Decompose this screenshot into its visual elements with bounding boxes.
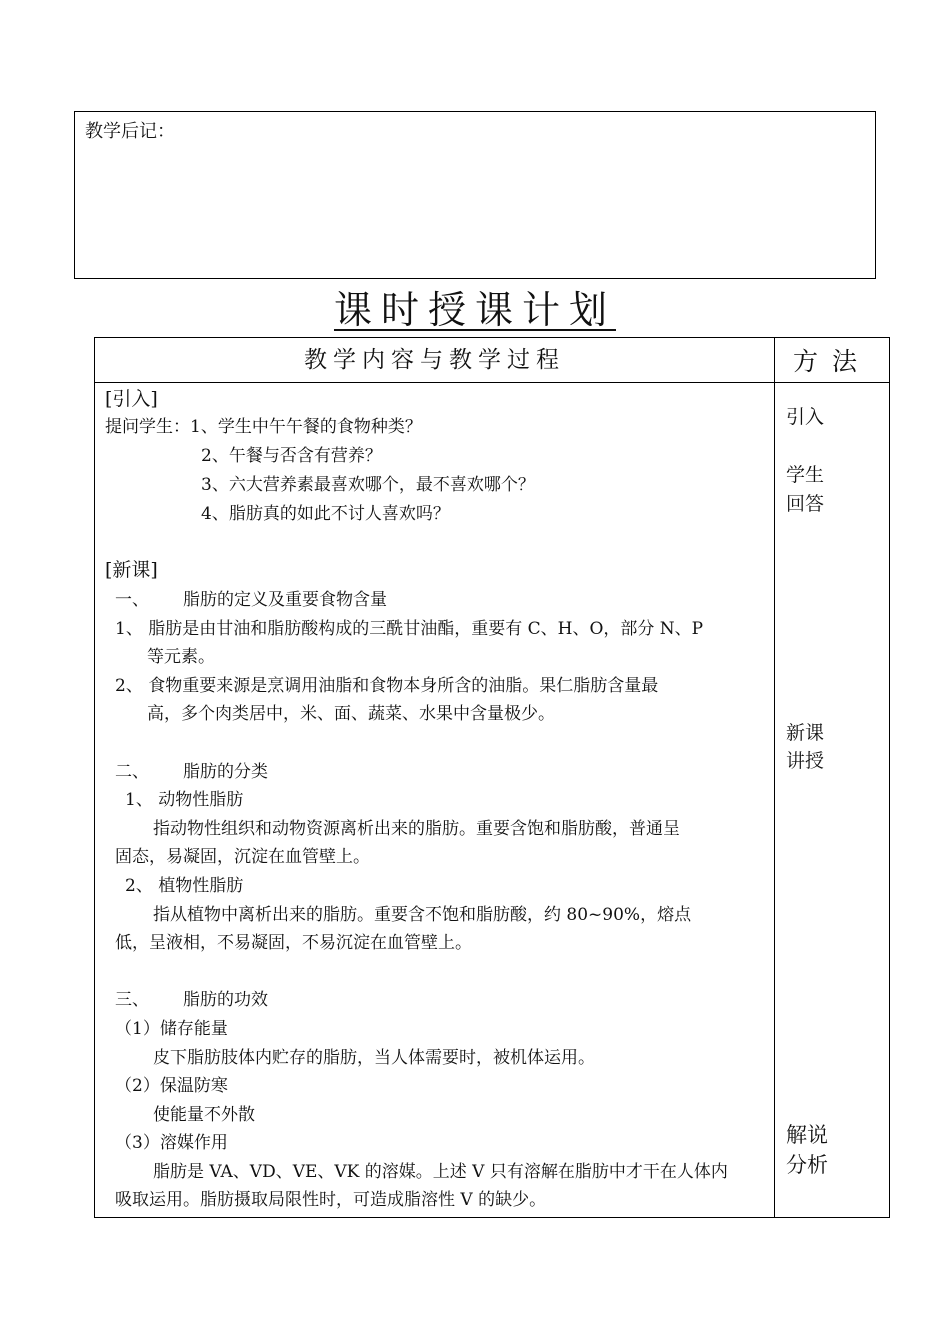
section-3-number: 三、 [115,990,149,1010]
header-content-process: 教学内容与教学过程 [95,338,775,383]
content-line: 皮下脂肪肢体内贮存的脂肪，当人体需要时，被机体运用。 [153,1048,595,1068]
content-line: 脂肪是 VA、VD、VE、VK 的溶媒。上述 V 只有溶解在脂肪中才干在人体内 [153,1162,728,1182]
content-line: 吸取运用。脂肪摄取局限性时，可造成脂溶性 V 的缺少。 [115,1190,547,1210]
question-line-3: 3、六大营养素最喜欢哪个，最不喜欢哪个？ [201,475,535,495]
table-body-row [95,383,890,1218]
content-line: 1、 脂肪是由甘油和脂肪酸构成的三酰甘油酯，重要有 C、H、O，部分 N、P [115,619,704,639]
page-title-text: 课时授课计划 [333,288,616,332]
content-line: 指动物性组织和动物资源离析出来的脂肪。重要含饱和脂肪酸，普通呈 [153,819,680,839]
table-header-row [95,338,890,383]
teaching-notes-label: 教学后记： [85,121,175,142]
content-line: 使能量不外散 [153,1105,255,1125]
section-2-title: 脂肪的分类 [183,762,268,782]
section-new-lesson-heading: [新课] [105,559,158,581]
subsection-title: 1、 动物性脂肪 [125,790,244,810]
section-3-title: 脂肪的功效 [183,990,268,1010]
method-item: 回答 [786,493,825,515]
content-line: 2、 食物重要来源是烹调用油脂和食物本身所含的油脂。果仁脂肪含量最 [115,676,659,696]
content-line: 低，呈液相，不易凝固，不易沉淀在血管壁上。 [115,933,472,953]
content-line: 等元素。 [147,647,215,667]
section-1-number: 一、 [115,590,149,610]
method-item: 新课 [786,722,825,744]
subsection-title: （1）储存能量 [115,1019,228,1039]
content-line: 高，多个肉类居中，米、面、蔬菜、水果中含量极少。 [147,704,555,724]
question-line-2: 2、午餐与否含有营养？ [201,446,382,466]
method-item: 分析 [786,1153,828,1177]
section-intro-heading: [引入] [105,388,158,410]
teaching-notes-box [74,111,876,279]
subsection-title: （2）保温防寒 [115,1076,228,1096]
content-cell [95,383,775,1218]
method-item: 讲授 [786,750,825,772]
content-line: 指从植物中离析出来的脂肪。重要含不饱和脂肪酸，约 80~90%，熔点 [153,905,692,925]
method-item: 解说 [786,1123,828,1147]
method-item: 引入 [786,406,825,428]
lesson-plan-table [94,337,890,1218]
content-line: 固态，易凝固，沉淀在血管壁上。 [115,847,370,867]
subsection-title: 2、 植物性脂肪 [125,876,244,896]
section-2-number: 二、 [115,762,149,782]
header-method: 方法 [775,338,890,383]
question-line-4: 4、脂肪真的如此不讨人喜欢吗？ [201,504,450,524]
method-item: 学生 [786,464,825,486]
method-cell [775,383,890,1218]
subsection-title: （3）溶媒作用 [115,1133,228,1153]
section-1-title: 脂肪的定义及重要食物含量 [183,590,387,610]
page-title [0,286,950,334]
question-line-1: 提问学生：1、学生中午午餐的食物种类？ [105,417,422,437]
